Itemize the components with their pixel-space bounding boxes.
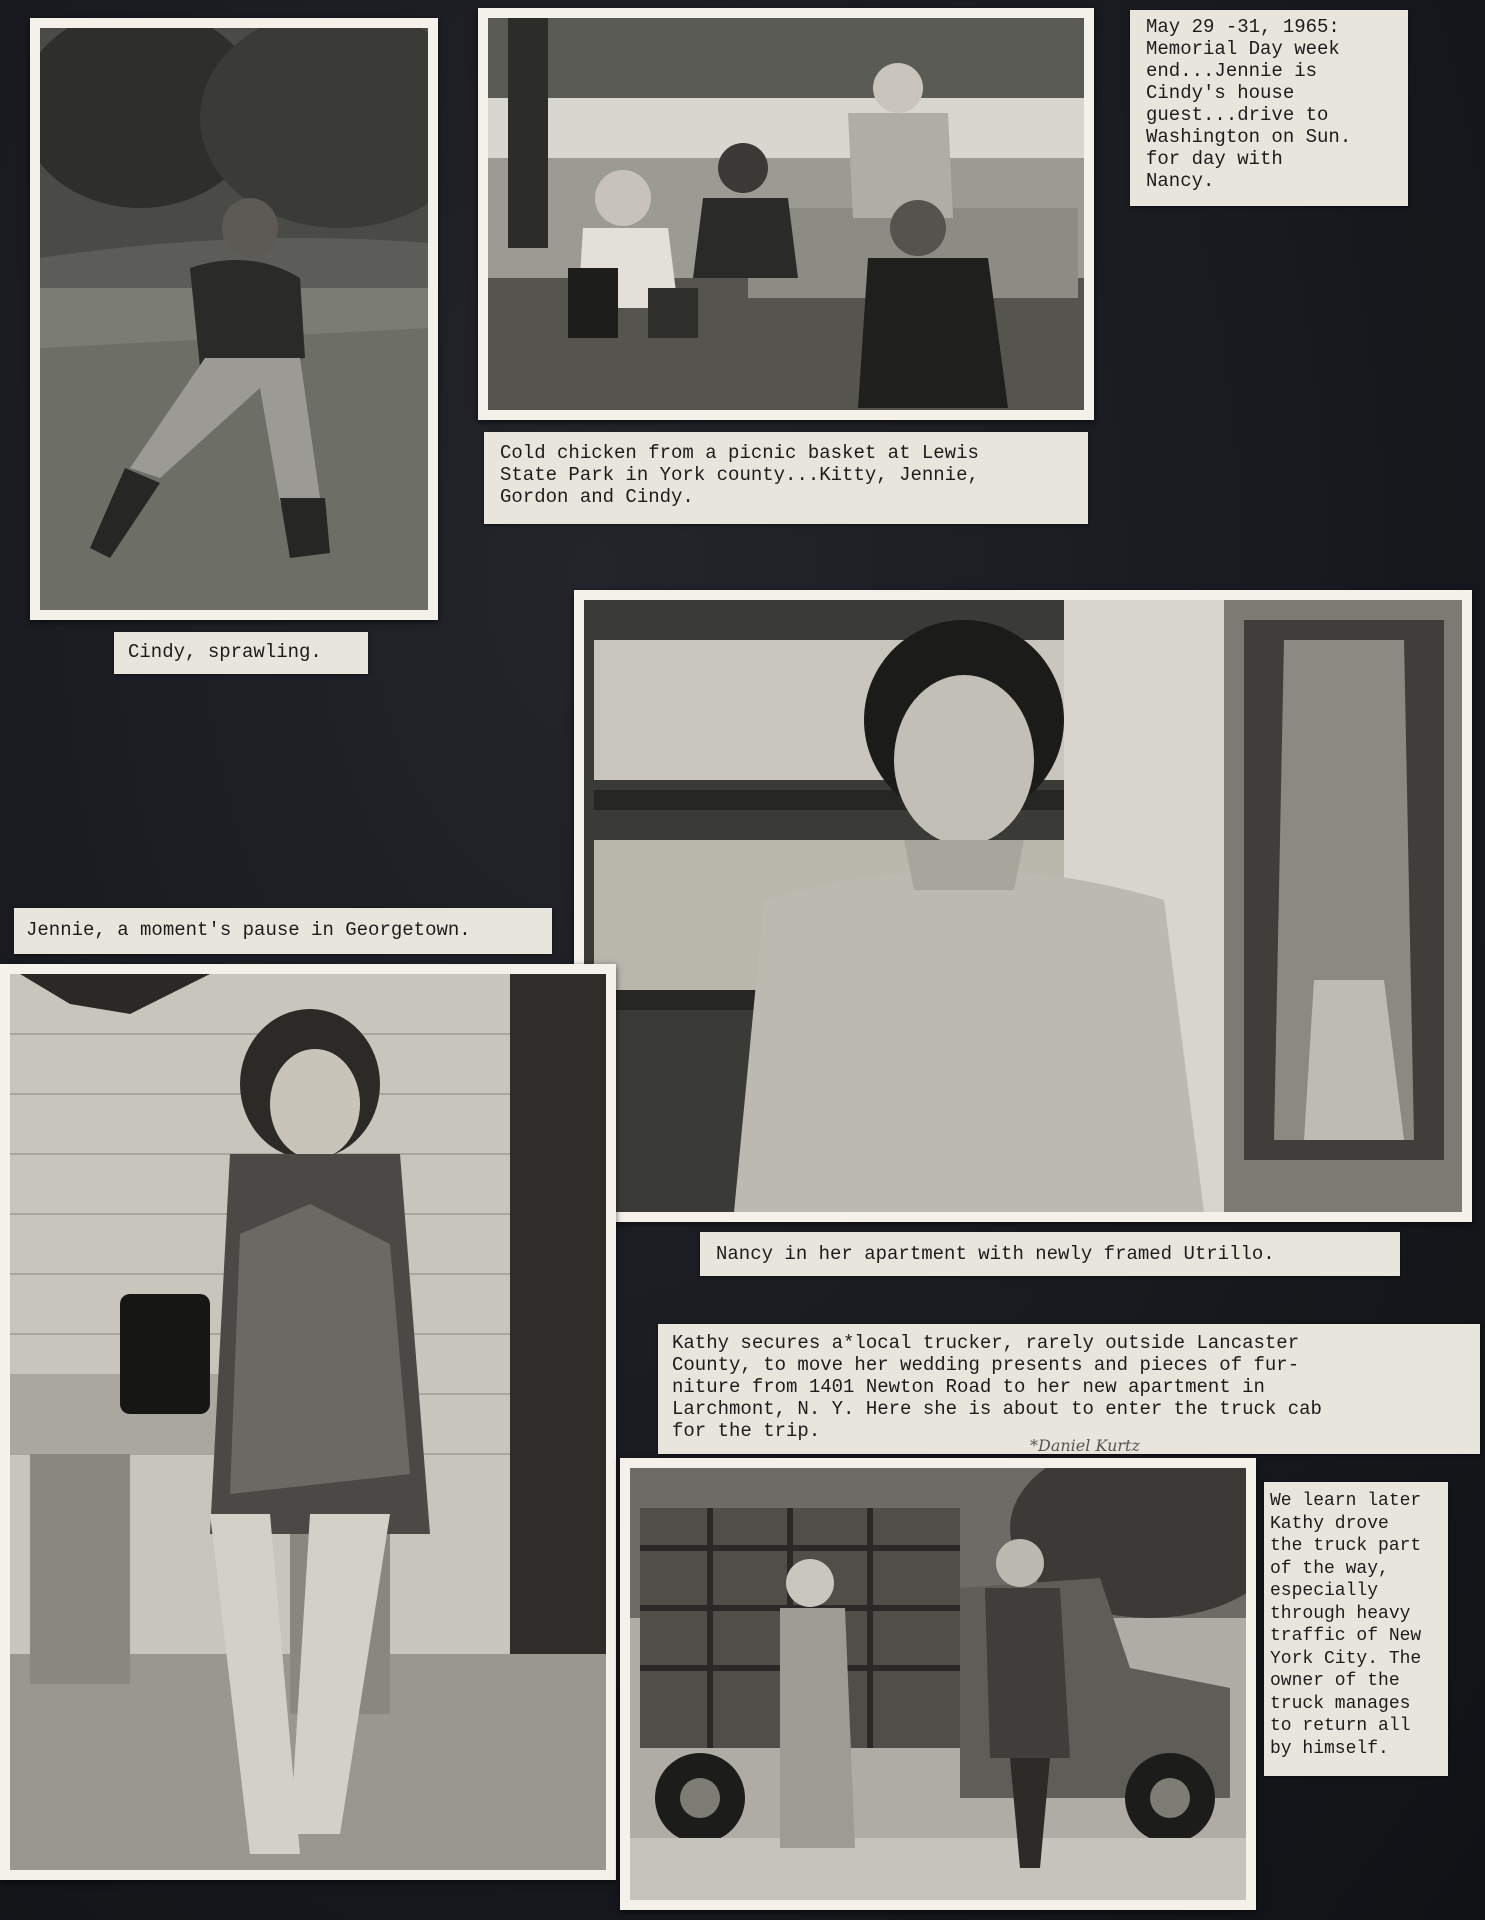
caption-kathy: Kathy secures a*local trucker, rarely outside Lancaster County, to move her wedding presents and pieces of fur- niture from 1401 Newton Road to her new apartment in Larchmont, N. Y. Here she is about to enter the truck cab for the trip. bbox=[658, 1324, 1480, 1454]
caption-nancy: Nancy in her apartment with newly framed Utrillo. bbox=[700, 1232, 1400, 1276]
photo-nancy bbox=[574, 590, 1472, 1222]
photo-truck bbox=[620, 1458, 1256, 1910]
caption-picnic: Cold chicken from a picnic basket at Lewis State Park in York county...Kitty, Jennie, Gordon and Cindy. bbox=[484, 432, 1088, 524]
photo-picnic bbox=[478, 8, 1094, 420]
caption-jennie: Jennie, a moment's pause in Georgetown. bbox=[14, 908, 552, 954]
caption-memorial-day: May 29 -31, 1965: Memorial Day week end...Jennie is Cindy's house guest...drive to Washington on Sun. for day with Nancy. bbox=[1130, 10, 1408, 206]
handwritten-note: *Daniel Kurtz bbox=[1030, 1436, 1140, 1455]
caption-learn-later: We learn later Kathy drove the truck part of the way, especially through heavy traffic of New York City. The owner of the truck manages to return all by himself. bbox=[1264, 1482, 1448, 1776]
photo-jennie-georgetown bbox=[0, 964, 616, 1880]
caption-cindy: Cindy, sprawling. bbox=[114, 632, 368, 674]
photo-cindy-sprawling bbox=[30, 18, 438, 620]
